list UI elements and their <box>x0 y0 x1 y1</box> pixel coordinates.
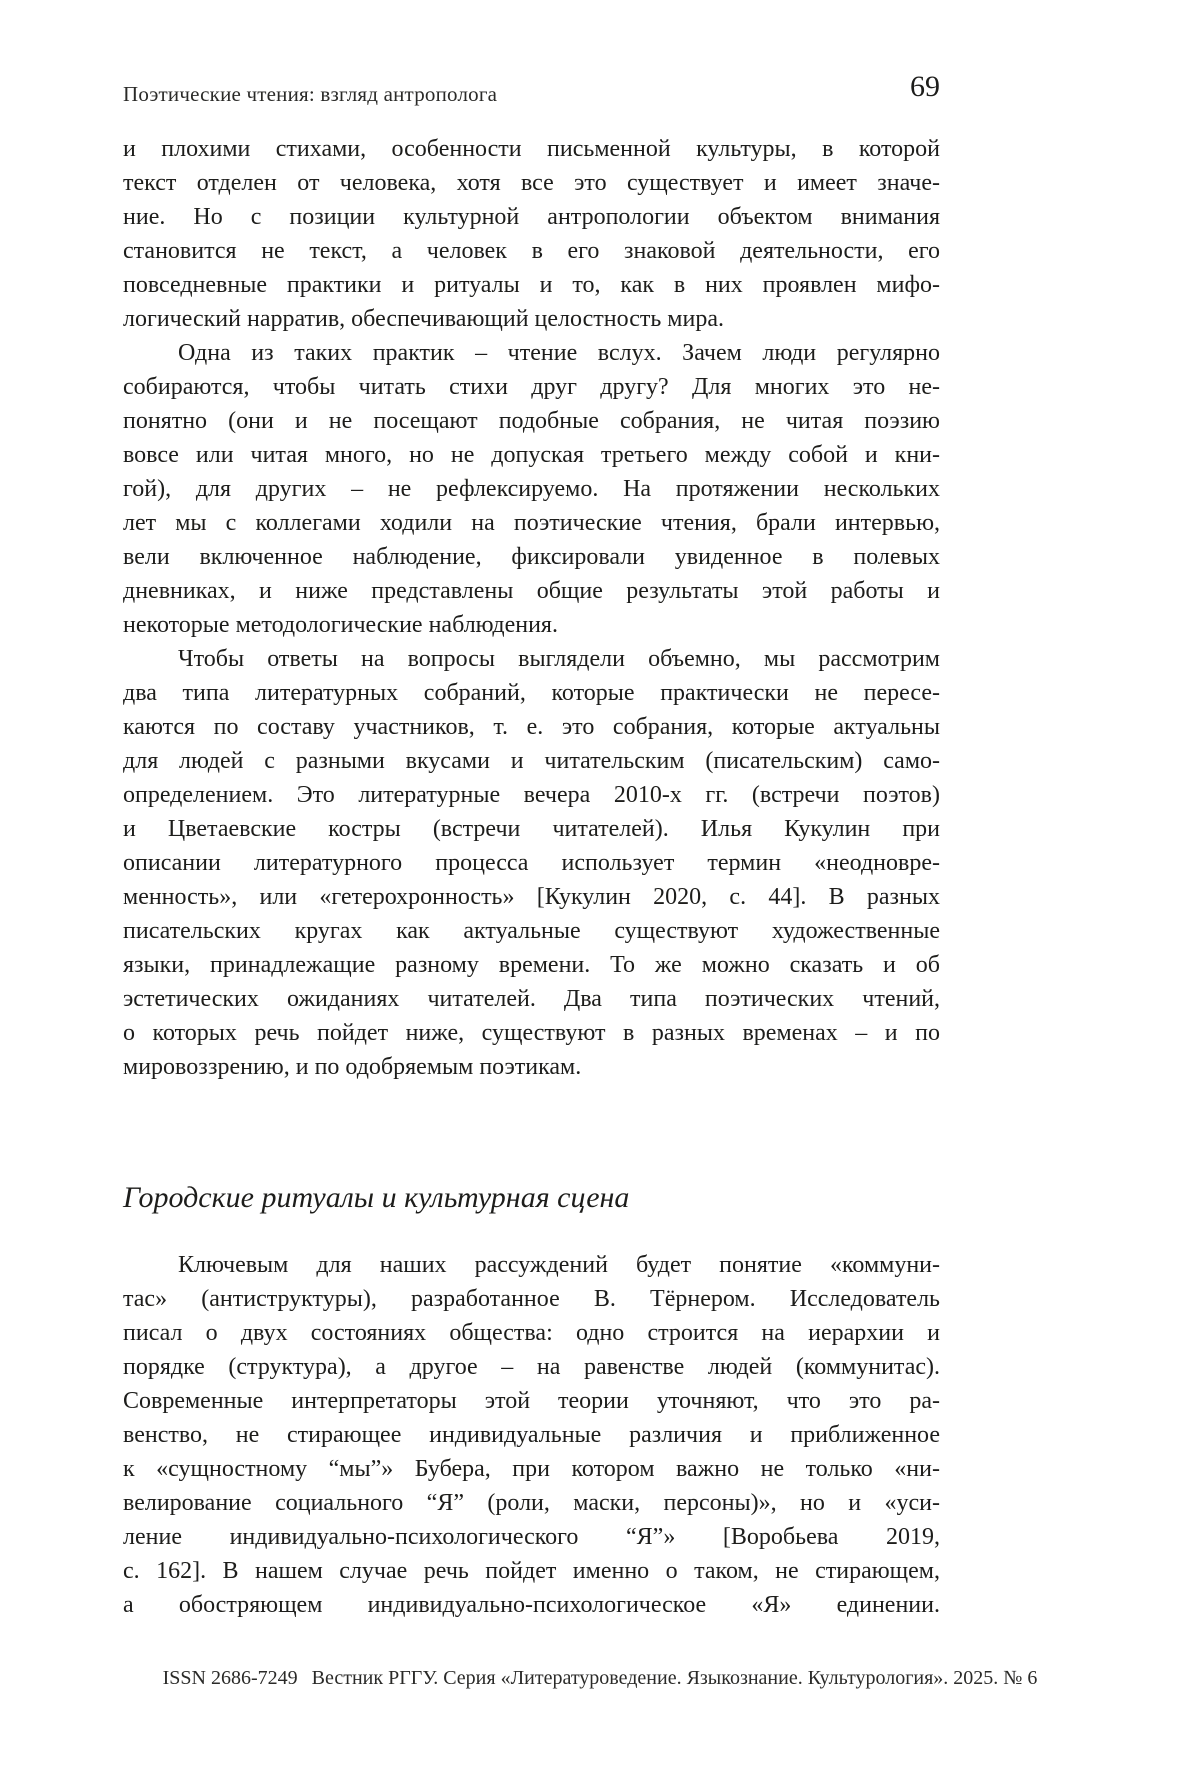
footer <box>0 1666 1200 1690</box>
text-line: мировоззрению, и по одобряемым поэтикам. <box>123 1054 582 1080</box>
text-line: ние. Но с позиции культурной антропологии объектом внимания <box>123 204 940 230</box>
text-line: определением. Это литературные вечера 2010-х гг. (встречи поэтов) <box>123 782 940 808</box>
text-line: венство, не стирающее индивидуальные различия и приближенное <box>123 1422 940 1448</box>
text-line: Одна из таких практик – чтение вслух. Зачем люди регулярно <box>178 340 940 366</box>
text-line: лет мы с коллегами ходили на поэтические чтения, брали интервью, <box>123 510 940 536</box>
running-title: Поэтические чтения: взгляд антрополога <box>123 82 498 106</box>
text-line: Ключевым для наших рассуждений будет понятие «коммуни- <box>178 1252 940 1278</box>
text-line: Современные интерпретаторы этой теории уточняют, что это ра- <box>123 1388 940 1414</box>
text-line: ление индивидуально-психологического “Я”» [Воробьева 2019, <box>123 1524 940 1550</box>
text-line: Чтобы ответы на вопросы выглядели объемно, мы рассмотрим <box>178 646 940 672</box>
text-line: дневниках, и ниже представлены общие результаты этой работы и <box>123 578 940 604</box>
section-heading: Городские ритуалы и культурная сцена <box>123 1181 630 1214</box>
text-line: и Цветаевские костры (встречи читателей). Илья Кукулин при <box>123 816 940 842</box>
text-line: к «сущностному “мы”» Бубера, при котором важно не только «ни- <box>123 1456 940 1482</box>
page-number: 69 <box>910 70 940 103</box>
paragraph-group-before-heading <box>123 132 940 1084</box>
paragraph <box>123 1248 940 1622</box>
text-line: описании литературного процесса использует термин «неодновре- <box>123 850 940 876</box>
text-line: вели включенное наблюдение, фиксировали увиденное в полевых <box>123 544 940 570</box>
text-line: велирование социального “Я” (роли, маски, персоны)», но и «уси- <box>123 1490 940 1516</box>
text-line: собираются, чтобы читать стихи друг другу? Для многих это не- <box>123 374 940 400</box>
text-line: понятно (они и не посещают подобные собрания, не читая поэзию <box>123 408 940 434</box>
text-line: два типа литературных собраний, которые практически не пересе- <box>123 680 940 706</box>
paragraph <box>123 336 940 642</box>
text-line: о которых речь пойдет ниже, существуют в разных временах – и по <box>123 1020 940 1046</box>
text-line: некоторые методологические наблюдения. <box>123 612 558 638</box>
paragraph <box>123 642 940 1084</box>
text-line: каются по составу участников, т. е. это собрания, которые актуальны <box>123 714 940 740</box>
text-line: с. 162]. В нашем случае речь пойдет именно о таком, не стирающем, <box>123 1558 940 1584</box>
body-text <box>123 132 940 1622</box>
text-line: гой), для других – не рефлексируемо. На протяжении нескольких <box>123 476 940 502</box>
issn-label: ISSN 2686-7249 <box>162 1667 298 1689</box>
text-line: вовсе или читая много, но не допуская третьего между собой и кни- <box>123 442 940 468</box>
text-line: логический нарратив, обеспечивающий целостность мира. <box>123 306 724 332</box>
journal-title: Вестник РГГУ. Серия «Литературоведение. Языкознание. Культурология». 2025. № 6 <box>311 1667 1038 1689</box>
text-line: а обостряющем индивидуально-психологическое «Я» единении. <box>123 1592 940 1618</box>
text-line: и плохими стихами, особенности письменной культуры, в которой <box>123 136 940 162</box>
text-line: порядке (структура), а другое – на равенстве людей (коммунитас). <box>123 1354 940 1380</box>
text-line: языки, принадлежащие разному времени. То же можно сказать и об <box>123 952 940 978</box>
text-line: повседневные практики и ритуалы и то, как в них проявлен мифо- <box>123 272 940 298</box>
text-line: менность», или «гетерохронность» [Кукулин 2020, с. 44]. В разных <box>123 884 940 910</box>
paragraph-group-after-heading <box>123 1248 940 1622</box>
text-line: текст отделен от человека, хотя все это существует и имеет значе- <box>123 170 940 196</box>
paragraph <box>123 132 940 336</box>
text-line: становится не текст, а человек в его знаковой деятельности, его <box>123 238 940 264</box>
text-line: писал о двух состояниях общества: одно строится на иерархии и <box>123 1320 940 1346</box>
text-line: эстетических ожиданиях читателей. Два типа поэтических чтений, <box>123 986 940 1012</box>
text-line: писательских кругах как актуальные существуют художественные <box>123 918 940 944</box>
text-line: для людей с разными вкусами и читательским (писательским) само- <box>123 748 940 774</box>
text-line: тас» (антиструктуры), разработанное В. Тёрнером. Исследователь <box>123 1286 940 1312</box>
